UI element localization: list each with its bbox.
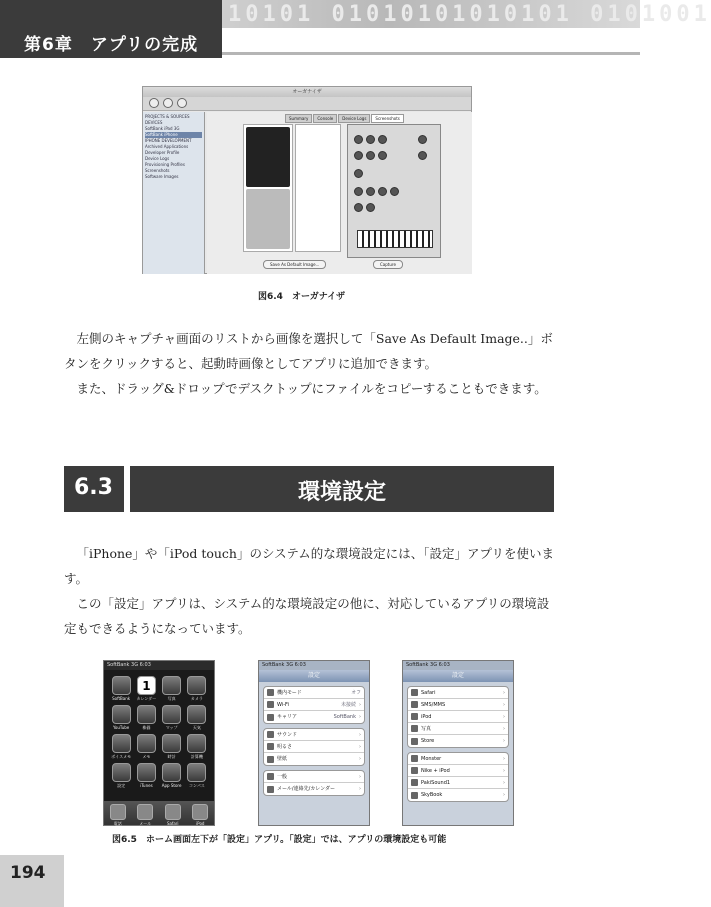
figure-6-5-caption: 図6.5 ホーム画面左下が「設定」アプリ。「設定」では、アプリの環境設定も可能	[112, 835, 447, 845]
app-voice-memos[interactable]: ボイスメモ	[110, 734, 132, 760]
screenshot-list[interactable]	[243, 124, 293, 252]
photos-icon	[411, 725, 418, 732]
knob-icon	[366, 135, 375, 144]
settings-row-skybook[interactable]: SkyBook ›	[408, 789, 508, 801]
app-youtube[interactable]: YouTube	[110, 705, 132, 731]
sidebar-item[interactable]: Provisioning Profiles	[145, 162, 185, 167]
toolbar-icon	[149, 98, 159, 108]
settings-navbar: 設定	[403, 670, 513, 682]
paragraph-3: 「iPhone」や「iPod touch」のシステム的な環境設定には、「設定」アプリを使います。	[64, 546, 554, 586]
toolbar-icon	[163, 98, 173, 108]
settings-group	[263, 686, 365, 724]
organizer-sidebar	[143, 112, 205, 274]
safari-icon	[411, 689, 418, 696]
status-bar: SoftBank 3G 6:03	[259, 661, 369, 670]
app-notes[interactable]: メモ	[135, 734, 157, 760]
tab-device-logs[interactable]: Device Logs	[338, 114, 370, 123]
settings-group	[263, 728, 365, 766]
sidebar-item[interactable]: PROJECTS & SOURCES	[145, 114, 190, 119]
knob-icon	[366, 187, 375, 196]
app-camera[interactable]: カメラ	[186, 676, 208, 702]
settings-group	[263, 770, 365, 796]
gear-icon	[267, 773, 274, 780]
settings-row-sms[interactable]: SMS/MMS ›	[408, 699, 508, 711]
chapter-tab	[0, 0, 222, 58]
body-paragraph	[64, 326, 560, 401]
dock-phone[interactable]: 電話	[110, 804, 126, 825]
knob-icon	[418, 135, 427, 144]
settings-group	[407, 752, 509, 802]
piano-keys-icon	[357, 230, 433, 248]
dock-safari[interactable]: Safari	[165, 804, 181, 825]
settings-row-photos[interactable]: 写真 ›	[408, 723, 508, 735]
settings-row-store[interactable]: Store ›	[408, 735, 508, 747]
settings-row-safari[interactable]: Safari ›	[408, 687, 508, 699]
app-icon	[411, 792, 418, 799]
toolbar-icon	[177, 98, 187, 108]
settings-row-wallpaper[interactable]: 壁紙 ›	[264, 753, 364, 765]
dock-ipod[interactable]: iPod	[192, 804, 208, 825]
organizer-screenshot	[142, 86, 472, 274]
app-icon	[411, 779, 418, 786]
knob-icon	[354, 151, 363, 160]
sidebar-item[interactable]: DEVICES	[145, 120, 163, 125]
screenshot-list[interactable]	[295, 124, 341, 252]
section-number: 6.3	[74, 475, 113, 500]
window-title: オーガナイザ	[143, 87, 471, 97]
settings-row-nike[interactable]: Nike + iPod ›	[408, 765, 508, 777]
settings-row-wifi[interactable]: Wi-Fi 未接続 ›	[264, 699, 364, 711]
section-title: 環境設定	[297, 480, 386, 505]
sound-icon	[267, 731, 274, 738]
store-icon	[411, 738, 418, 745]
paragraph-4: この「設定」アプリは、システム的な環境設定の他に、対応しているアプリの環境設定もできるようになっています。	[64, 596, 550, 636]
save-as-default-button[interactable]: Save As Default Image...	[263, 260, 326, 269]
knob-icon	[378, 135, 387, 144]
knob-icon	[366, 203, 375, 212]
app-app-store[interactable]: App Store	[161, 763, 183, 789]
tab-console[interactable]: Console	[313, 114, 337, 123]
app-maps[interactable]: マップ	[161, 705, 183, 731]
status-bar: SoftBank 3G 6:03	[403, 661, 513, 670]
screenshot-thumb[interactable]	[246, 189, 290, 249]
app-photos[interactable]: 写真	[161, 676, 183, 702]
settings-row-sounds[interactable]: サウンド ›	[264, 729, 364, 741]
paragraph-1: 左側のキャプチャ画面のリストから画像を選択して「Save As Default Image..」ボタンをクリックすると、起動時画像としてアプリに追加できます。	[64, 331, 553, 371]
banner-digits: 10101 01010101010101 0101001	[228, 2, 711, 27]
settings-apps-screenshot	[402, 660, 514, 826]
sidebar-item[interactable]: Archived Applications	[145, 144, 189, 149]
sidebar-item[interactable]: Screenshots	[145, 168, 170, 173]
settings-group	[407, 686, 509, 748]
app-grid	[104, 670, 214, 789]
knob-icon	[354, 203, 363, 212]
settings-row-brightness[interactable]: 明るさ ›	[264, 741, 364, 753]
knob-icon	[354, 187, 363, 196]
knob-icon	[378, 151, 387, 160]
brightness-icon	[267, 743, 274, 750]
sidebar-item[interactable]: Software Images	[145, 174, 179, 179]
settings-row-ipod[interactable]: iPod ›	[408, 711, 508, 723]
settings-row-general[interactable]: 一般 ›	[264, 771, 364, 783]
sidebar-item-selected[interactable]: SoftBank iPhone	[145, 132, 202, 138]
tab-screenshots[interactable]: Screenshots	[371, 114, 403, 123]
figure-6-4-caption: 図6.4 オーガナイザ	[258, 292, 346, 302]
sidebar-item[interactable]: SoftBank iPad 3G	[145, 126, 180, 131]
app-settings[interactable]: 設定	[110, 763, 132, 789]
app-icon	[411, 755, 418, 762]
settings-row-airplane[interactable]: 機内モード オフ	[264, 687, 364, 699]
settings-row-pakisound[interactable]: PakiSound1 ›	[408, 777, 508, 789]
app-calendar[interactable]: 1 カレンダー	[135, 676, 157, 702]
ipod-icon	[411, 713, 418, 720]
sidebar-item[interactable]: IPHONE DEVELOPMENT	[145, 138, 192, 143]
page-number: 194	[10, 863, 46, 883]
window-toolbar	[143, 97, 471, 111]
knob-icon	[418, 151, 427, 160]
app-softbank[interactable]: SoftBank	[110, 676, 132, 702]
tab-summary[interactable]: Summary	[285, 114, 312, 123]
sms-icon	[411, 701, 418, 708]
app-compass[interactable]: コンパス	[186, 763, 208, 789]
wallpaper-icon	[267, 756, 274, 763]
capture-button[interactable]: Capture	[373, 260, 403, 269]
home-screen-screenshot	[103, 660, 215, 826]
settings-row-carrier[interactable]: キャリア SoftBank ›	[264, 711, 364, 723]
app-itunes[interactable]: iTunes	[135, 763, 157, 789]
settings-row-monster[interactable]: Monster ›	[408, 753, 508, 765]
binary-banner	[222, 0, 711, 28]
dock-mail[interactable]: メール	[137, 804, 153, 825]
knob-icon	[354, 169, 363, 178]
airplane-icon	[267, 689, 274, 696]
sidebar-item[interactable]: Developer Profile	[145, 150, 180, 155]
settings-row-mail[interactable]: メール/連絡先/カレンダー ›	[264, 783, 364, 795]
screenshot-thumb[interactable]	[246, 127, 290, 187]
knob-icon	[366, 151, 375, 160]
paragraph-2: また、ドラッグ&ドロップでデスクトップにファイルをコピーすることもできます。	[76, 381, 547, 396]
knob-icon	[354, 135, 363, 144]
organizer-tabs	[285, 114, 404, 123]
wifi-icon	[267, 701, 274, 708]
section-heading	[64, 466, 554, 512]
status-bar: SoftBank 3G 6:03	[104, 661, 214, 670]
knob-icon	[378, 187, 387, 196]
organizer-main	[207, 112, 472, 274]
app-stocks[interactable]: 株価	[135, 705, 157, 731]
dock	[104, 801, 214, 825]
carrier-icon	[267, 714, 274, 721]
app-clock[interactable]: 時計	[161, 734, 183, 760]
knob-icon	[390, 187, 399, 196]
page-number-box	[0, 855, 64, 907]
body-paragraph	[64, 541, 560, 641]
settings-screenshot	[258, 660, 370, 826]
app-weather[interactable]: 天気	[186, 705, 208, 731]
settings-navbar: 設定	[259, 670, 369, 682]
chapter-label: 第6章 アプリの完成	[24, 35, 199, 55]
mail-icon	[267, 786, 274, 793]
app-icon	[411, 767, 418, 774]
sidebar-item[interactable]: Device Logs	[145, 156, 170, 161]
app-calculator[interactable]: 計算機	[186, 734, 208, 760]
header-rule	[222, 52, 640, 55]
